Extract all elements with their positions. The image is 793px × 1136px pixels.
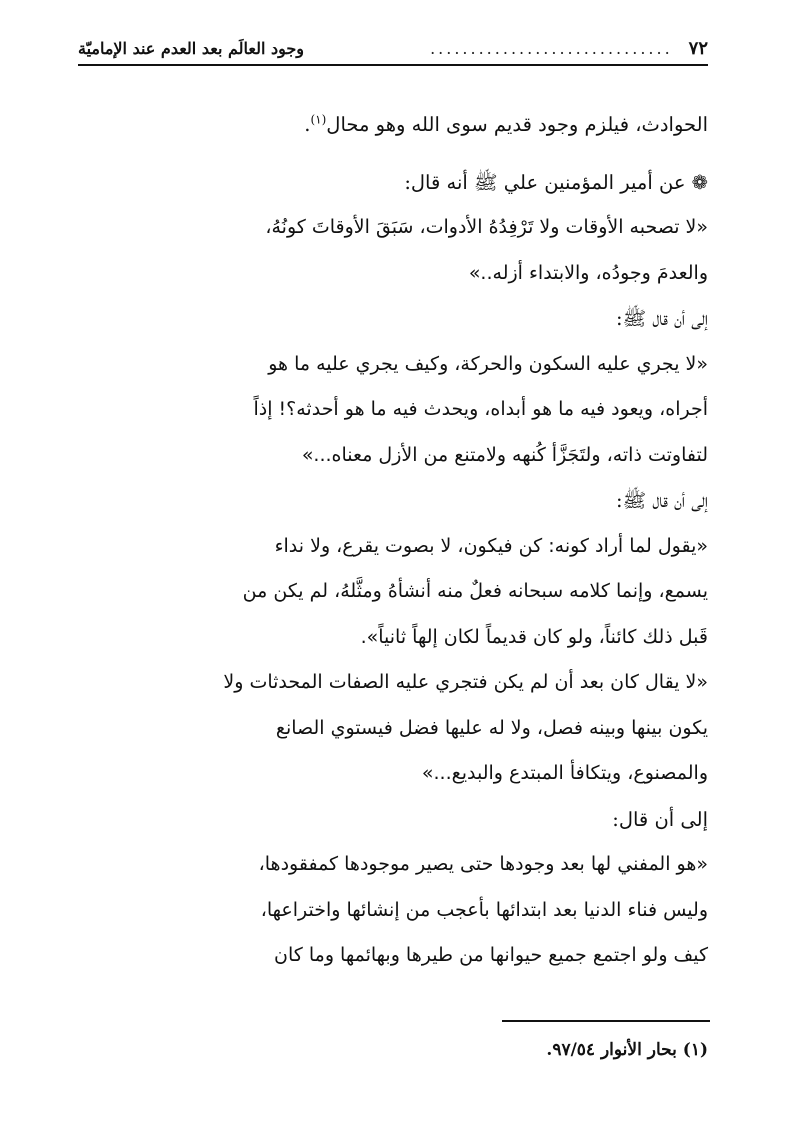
text-line: أجراه، ويعود فيه ما هو أبداه، ويحدث فيه ما هو أحدثه؟! إذاً bbox=[253, 398, 708, 420]
text-line: لتفاوتت ذاته، ولتَجَزَّأ كُنهه ولامتنع من الأزل معناه...» bbox=[301, 443, 708, 466]
text-line bbox=[78, 102, 708, 148]
text-span: الحوادث، فيلزم وجود قديم سوى الله وهو محال bbox=[326, 113, 708, 136]
footnote-reference[interactable]: (١) bbox=[310, 112, 327, 127]
text-line: والعدمَ وجودُه، والابتداء أزله..» bbox=[468, 261, 708, 284]
text-line: «لا يقال كان بعد أن لم يكن فتجري عليه الصفات المحدثات ولا bbox=[223, 671, 708, 693]
text-line: «لا تصحبه الأوقات ولا تَرْفِدُهُ الأدوات، سَبَقَ الأوقاتَ كونُهُ، bbox=[265, 216, 708, 238]
page-number: ٧٢ bbox=[688, 37, 708, 59]
section-connector: إلى أن قال: bbox=[612, 807, 708, 831]
chapter-title: وجود العالَم بعد العدم عند الإماميّة bbox=[78, 38, 304, 58]
narration-heading: ❁ عن أمير المؤمنين علي ﷺ أنه قال: bbox=[404, 170, 708, 194]
header-dot-leader: .............................. bbox=[430, 38, 673, 58]
footnote-rule bbox=[502, 1020, 710, 1022]
body-text bbox=[78, 100, 708, 979]
text-line: «لا يجري عليه السكون والحركة، وكيف يجري عليه ما هو bbox=[268, 352, 708, 375]
text-line: يسمع، وإنما كلامه سبحانه فعلٌ منه أنشأهُ ومثَّلهُ، لم يكن من bbox=[242, 580, 708, 602]
text-span: . bbox=[304, 113, 311, 136]
text-line: وليس فناء الدنيا بعد ابتدائها بأعجب من إنشائها واختراعها، bbox=[260, 898, 708, 921]
text-line: والمصنوع، ويتكافأ المبتدع والبديع...» bbox=[421, 762, 708, 784]
header-rule bbox=[78, 64, 708, 66]
text-line: «يقول لما أراد كونه: كن فيكون، لا بصوت يقرع، ولا نداء bbox=[274, 534, 708, 557]
text-line: كيف ولو اجتمع جميع حيوانها من طيرها وبهائمها وما كان bbox=[274, 944, 708, 966]
text-line: «هو المفني لها بعد وجودها حتى يصير موجودها كمفقودها، bbox=[258, 853, 708, 875]
section-connector: إلى أن قال ﷺ: bbox=[616, 307, 708, 330]
section-connector: إلى أن قال ﷺ: bbox=[616, 489, 708, 512]
running-header bbox=[78, 34, 708, 62]
text-line: يكون بينها وبينه فصل، ولا له عليها فضل فيستوي الصانع bbox=[275, 716, 708, 739]
footnote: (١) بحار الأنوار ٩٧/٥٤. bbox=[546, 1040, 708, 1060]
text-line: قَبل ذلك كائناً، ولو كان قديماً لكان إلهاً ثانياً». bbox=[360, 625, 708, 648]
